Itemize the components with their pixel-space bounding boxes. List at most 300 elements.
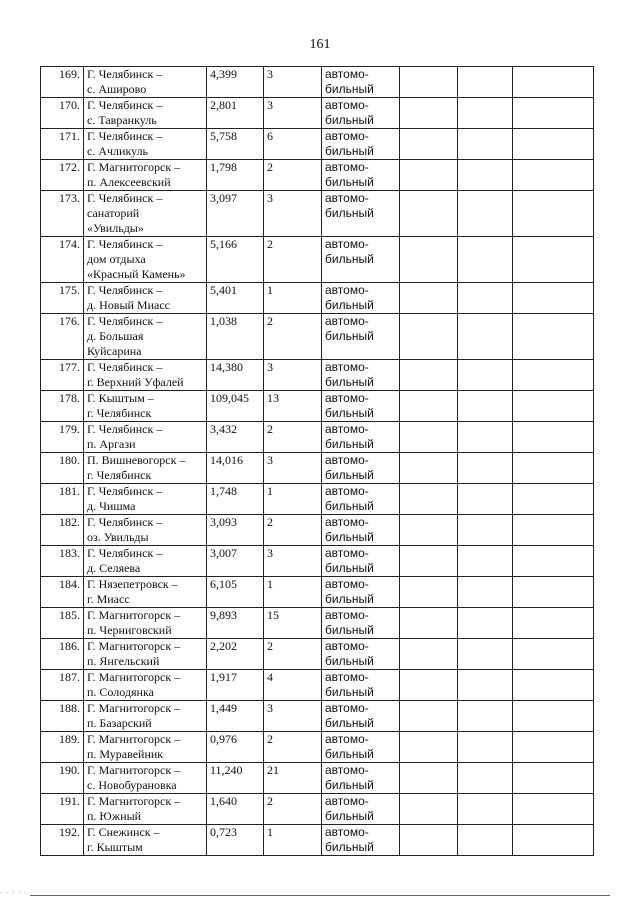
- empty-cell: [513, 608, 594, 639]
- route-line: д. Большая: [87, 329, 144, 343]
- route-cell: [84, 314, 207, 360]
- transport-type-line: автомо-: [325, 794, 369, 808]
- transport-type-line: бильный: [325, 206, 374, 220]
- transport-type-line: автомо-: [325, 283, 369, 297]
- count-cell: 2: [264, 422, 322, 453]
- route-line: Г. Магнитогорск –: [87, 160, 181, 174]
- length-cell: 0,723: [207, 825, 264, 856]
- transport-type-cell: [322, 391, 400, 422]
- footer-mark: · · · · ·: [0, 889, 28, 897]
- empty-cell: [400, 701, 458, 732]
- empty-cell: [400, 794, 458, 825]
- row-number-cell: 190.: [41, 763, 84, 794]
- route-line: Г. Магнитогорск –: [87, 794, 181, 808]
- empty-cell: [400, 732, 458, 763]
- route-line: санаторий: [87, 206, 140, 220]
- length-cell: 1,748: [207, 484, 264, 515]
- empty-cell: [458, 67, 513, 98]
- table-row: [41, 237, 594, 283]
- empty-cell: [513, 670, 594, 701]
- transport-type-line: автомо-: [325, 484, 369, 498]
- empty-cell: [513, 577, 594, 608]
- route-cell: [84, 160, 207, 191]
- table-row: [41, 314, 594, 360]
- empty-cell: [513, 453, 594, 484]
- row-number-cell: 191.: [41, 794, 84, 825]
- route-line: г. Челябинск: [87, 468, 152, 482]
- empty-cell: [458, 160, 513, 191]
- route-line: г. Кыштым: [87, 840, 143, 854]
- routes-table: [40, 66, 594, 856]
- empty-cell: [513, 422, 594, 453]
- empty-cell: [400, 484, 458, 515]
- transport-type-line: бильный: [325, 654, 374, 668]
- route-line: с. Новобурановка: [87, 778, 177, 792]
- length-cell: 3,432: [207, 422, 264, 453]
- transport-type-cell: [322, 98, 400, 129]
- transport-type-cell: [322, 670, 400, 701]
- route-line: Г. Магнитогорск –: [87, 732, 181, 746]
- route-line: с. Ачликуль: [87, 144, 149, 158]
- route-line: оз. Увильды: [87, 530, 149, 544]
- transport-type-line: автомо-: [325, 360, 369, 374]
- empty-cell: [400, 283, 458, 314]
- route-line: г. Челябинск: [87, 406, 152, 420]
- transport-type-cell: [322, 763, 400, 794]
- route-cell: [84, 515, 207, 546]
- transport-type-cell: [322, 314, 400, 360]
- transport-type-line: бильный: [325, 840, 374, 854]
- transport-type-cell: [322, 515, 400, 546]
- empty-cell: [400, 515, 458, 546]
- empty-cell: [513, 160, 594, 191]
- table-row: [41, 732, 594, 763]
- empty-cell: [513, 237, 594, 283]
- row-number-cell: 171.: [41, 129, 84, 160]
- count-cell: 3: [264, 701, 322, 732]
- empty-cell: [458, 453, 513, 484]
- table-row: [41, 794, 594, 825]
- empty-cell: [458, 670, 513, 701]
- empty-cell: [400, 391, 458, 422]
- empty-cell: [400, 670, 458, 701]
- route-line: Г. Челябинск –: [87, 546, 163, 560]
- table-row: [41, 639, 594, 670]
- transport-type-cell: [322, 191, 400, 237]
- route-cell: [84, 825, 207, 856]
- row-number-cell: 172.: [41, 160, 84, 191]
- transport-type-cell: [322, 237, 400, 283]
- count-cell: 2: [264, 237, 322, 283]
- empty-cell: [400, 453, 458, 484]
- empty-cell: [513, 391, 594, 422]
- route-line: Г. Челябинск –: [87, 191, 163, 205]
- empty-cell: [513, 794, 594, 825]
- transport-type-line: бильный: [325, 592, 374, 606]
- route-line: п. Солодянка: [87, 685, 154, 699]
- transport-type-cell: [322, 546, 400, 577]
- count-cell: 2: [264, 794, 322, 825]
- transport-type-line: бильный: [325, 747, 374, 761]
- empty-cell: [458, 794, 513, 825]
- count-cell: 3: [264, 546, 322, 577]
- count-cell: 1: [264, 577, 322, 608]
- table-row: [41, 577, 594, 608]
- empty-cell: [458, 546, 513, 577]
- transport-type-line: автомо-: [325, 515, 369, 529]
- routes-table-body: [41, 67, 594, 856]
- row-number-cell: 175.: [41, 283, 84, 314]
- route-line: Г. Кыштым –: [87, 391, 154, 405]
- route-line: Г. Челябинск –: [87, 314, 163, 328]
- route-cell: [84, 360, 207, 391]
- row-number-cell: 179.: [41, 422, 84, 453]
- empty-cell: [400, 160, 458, 191]
- route-line: с. Тавранкуль: [87, 113, 157, 127]
- row-number-cell: 180.: [41, 453, 84, 484]
- empty-cell: [458, 763, 513, 794]
- transport-type-line: автомо-: [325, 577, 369, 591]
- empty-cell: [400, 98, 458, 129]
- transport-type-cell: [322, 160, 400, 191]
- transport-type-cell: [322, 67, 400, 98]
- empty-cell: [458, 422, 513, 453]
- empty-cell: [400, 129, 458, 160]
- table-row: [41, 67, 594, 98]
- route-cell: [84, 283, 207, 314]
- transport-type-cell: [322, 360, 400, 391]
- empty-cell: [513, 484, 594, 515]
- transport-type-line: автомо-: [325, 129, 369, 143]
- count-cell: 3: [264, 453, 322, 484]
- transport-type-line: бильный: [325, 113, 374, 127]
- transport-type-line: бильный: [325, 561, 374, 575]
- transport-type-cell: [322, 608, 400, 639]
- route-cell: [84, 422, 207, 453]
- count-cell: 15: [264, 608, 322, 639]
- transport-type-line: автомо-: [325, 825, 369, 839]
- route-line: Г. Челябинск –: [87, 98, 163, 112]
- route-cell: [84, 577, 207, 608]
- length-cell: 5,166: [207, 237, 264, 283]
- route-line: п. Базарский: [87, 716, 152, 730]
- transport-type-line: автомо-: [325, 391, 369, 405]
- length-cell: 109,045: [207, 391, 264, 422]
- length-cell: 6,105: [207, 577, 264, 608]
- row-number-cell: 189.: [41, 732, 84, 763]
- page-number: 161: [309, 37, 331, 52]
- length-cell: 1,798: [207, 160, 264, 191]
- length-cell: 1,038: [207, 314, 264, 360]
- transport-type-line: автомо-: [325, 237, 369, 251]
- row-number-cell: 186.: [41, 639, 84, 670]
- length-cell: 2,202: [207, 639, 264, 670]
- table-row: [41, 701, 594, 732]
- length-cell: 14,016: [207, 453, 264, 484]
- empty-cell: [458, 314, 513, 360]
- transport-type-line: бильный: [325, 329, 374, 343]
- route-line: Г. Челябинск –: [87, 515, 163, 529]
- transport-type-line: автомо-: [325, 160, 369, 174]
- length-cell: 5,758: [207, 129, 264, 160]
- empty-cell: [513, 67, 594, 98]
- transport-type-line: бильный: [325, 685, 374, 699]
- count-cell: 1: [264, 283, 322, 314]
- route-cell: [84, 732, 207, 763]
- transport-type-line: бильный: [325, 468, 374, 482]
- count-cell: 6: [264, 129, 322, 160]
- route-line: д. Селяева: [87, 561, 141, 575]
- route-cell: [84, 608, 207, 639]
- route-line: «Красный Камень»: [87, 267, 186, 281]
- table-row: [41, 129, 594, 160]
- transport-type-line: автомо-: [325, 422, 369, 436]
- length-cell: 1,917: [207, 670, 264, 701]
- empty-cell: [458, 129, 513, 160]
- empty-cell: [458, 191, 513, 237]
- empty-cell: [458, 237, 513, 283]
- empty-cell: [458, 283, 513, 314]
- empty-cell: [513, 360, 594, 391]
- table-row: [41, 422, 594, 453]
- table-row: [41, 608, 594, 639]
- row-number-cell: 174.: [41, 237, 84, 283]
- row-number-cell: 169.: [41, 67, 84, 98]
- transport-type-line: автомо-: [325, 763, 369, 777]
- empty-cell: [458, 98, 513, 129]
- route-line: д. Чишма: [87, 499, 136, 513]
- table-row: [41, 160, 594, 191]
- footer-rule: [30, 895, 610, 896]
- length-cell: 11,240: [207, 763, 264, 794]
- count-cell: 3: [264, 191, 322, 237]
- row-number-cell: 187.: [41, 670, 84, 701]
- route-line: п. Алексеевский: [87, 175, 171, 189]
- route-cell: [84, 484, 207, 515]
- transport-type-cell: [322, 577, 400, 608]
- length-cell: 5,401: [207, 283, 264, 314]
- route-cell: [84, 670, 207, 701]
- row-number-cell: 188.: [41, 701, 84, 732]
- empty-cell: [400, 639, 458, 670]
- route-line: п. Муравейник: [87, 747, 164, 761]
- transport-type-line: бильный: [325, 82, 374, 96]
- length-cell: 14,380: [207, 360, 264, 391]
- route-line: Г. Магнитогорск –: [87, 608, 181, 622]
- transport-type-cell: [322, 484, 400, 515]
- transport-type-line: бильный: [325, 809, 374, 823]
- transport-type-line: автомо-: [325, 98, 369, 112]
- empty-cell: [513, 639, 594, 670]
- transport-type-line: автомо-: [325, 191, 369, 205]
- route-line: Г. Челябинск –: [87, 484, 163, 498]
- empty-cell: [400, 191, 458, 237]
- count-cell: 2: [264, 732, 322, 763]
- empty-cell: [400, 763, 458, 794]
- table-row: [41, 546, 594, 577]
- transport-type-line: бильный: [325, 716, 374, 730]
- route-cell: [84, 67, 207, 98]
- transport-type-line: бильный: [325, 530, 374, 544]
- transport-type-cell: [322, 825, 400, 856]
- length-cell: 9,893: [207, 608, 264, 639]
- empty-cell: [513, 546, 594, 577]
- transport-type-cell: [322, 283, 400, 314]
- empty-cell: [513, 283, 594, 314]
- empty-cell: [400, 608, 458, 639]
- empty-cell: [513, 825, 594, 856]
- length-cell: 0,976: [207, 732, 264, 763]
- length-cell: 4,399: [207, 67, 264, 98]
- route-cell: [84, 98, 207, 129]
- count-cell: 1: [264, 484, 322, 515]
- transport-type-line: бильный: [325, 778, 374, 792]
- route-line: п. Южный: [87, 809, 142, 823]
- count-cell: 13: [264, 391, 322, 422]
- route-line: Г. Магнитогорск –: [87, 670, 181, 684]
- route-line: Г. Челябинск –: [87, 283, 163, 297]
- empty-cell: [458, 577, 513, 608]
- transport-type-line: автомо-: [325, 608, 369, 622]
- count-cell: 3: [264, 67, 322, 98]
- route-cell: [84, 129, 207, 160]
- route-cell: [84, 453, 207, 484]
- transport-type-cell: [322, 453, 400, 484]
- table-row: [41, 670, 594, 701]
- count-cell: 2: [264, 160, 322, 191]
- route-line: г. Верхний Уфалей: [87, 375, 184, 389]
- empty-cell: [458, 360, 513, 391]
- route-line: г. Миасс: [87, 592, 130, 606]
- length-cell: 2,801: [207, 98, 264, 129]
- table-row: [41, 484, 594, 515]
- route-line: Г. Челябинск –: [87, 237, 163, 251]
- route-cell: [84, 701, 207, 732]
- empty-cell: [513, 191, 594, 237]
- route-line: Г. Снежинск –: [87, 825, 160, 839]
- transport-type-line: автомо-: [325, 639, 369, 653]
- empty-cell: [513, 732, 594, 763]
- route-line: П. Вишневогорск –: [87, 453, 186, 467]
- count-cell: 2: [264, 515, 322, 546]
- count-cell: 3: [264, 360, 322, 391]
- transport-type-line: автомо-: [325, 701, 369, 715]
- length-cell: 3,097: [207, 191, 264, 237]
- count-cell: 4: [264, 670, 322, 701]
- empty-cell: [400, 577, 458, 608]
- length-cell: 1,449: [207, 701, 264, 732]
- transport-type-cell: [322, 732, 400, 763]
- transport-type-line: бильный: [325, 499, 374, 513]
- empty-cell: [513, 515, 594, 546]
- count-cell: 3: [264, 98, 322, 129]
- empty-cell: [513, 98, 594, 129]
- transport-type-line: автомо-: [325, 67, 369, 81]
- row-number-cell: 181.: [41, 484, 84, 515]
- empty-cell: [458, 484, 513, 515]
- route-cell: [84, 546, 207, 577]
- route-line: Г. Челябинск –: [87, 129, 163, 143]
- route-line: д. Новый Миасс: [87, 298, 170, 312]
- route-line: «Увильды»: [87, 221, 144, 235]
- route-line: Г. Магнитогорск –: [87, 701, 181, 715]
- route-line: п. Черниговский: [87, 623, 172, 637]
- count-cell: 1: [264, 825, 322, 856]
- count-cell: 2: [264, 639, 322, 670]
- transport-type-line: бильный: [325, 375, 374, 389]
- row-number-cell: 170.: [41, 98, 84, 129]
- table-row: [41, 391, 594, 422]
- route-line: Г. Челябинск –: [87, 67, 163, 81]
- table-row: [41, 98, 594, 129]
- length-cell: 1,640: [207, 794, 264, 825]
- transport-type-line: бильный: [325, 298, 374, 312]
- transport-type-cell: [322, 129, 400, 160]
- table-row: [41, 515, 594, 546]
- transport-type-line: автомо-: [325, 732, 369, 746]
- transport-type-line: автомо-: [325, 546, 369, 560]
- route-line: Г. Нязепетровск –: [87, 577, 178, 591]
- route-line: п. Янгельский: [87, 654, 160, 668]
- empty-cell: [400, 422, 458, 453]
- length-cell: 3,093: [207, 515, 264, 546]
- route-cell: [84, 391, 207, 422]
- empty-cell: [400, 237, 458, 283]
- transport-type-line: бильный: [325, 623, 374, 637]
- row-number-cell: 183.: [41, 546, 84, 577]
- route-line: дом отдыха: [87, 252, 146, 266]
- empty-cell: [458, 391, 513, 422]
- transport-type-line: автомо-: [325, 453, 369, 467]
- route-cell: [84, 763, 207, 794]
- row-number-cell: 177.: [41, 360, 84, 391]
- transport-type-line: автомо-: [325, 314, 369, 328]
- count-cell: 21: [264, 763, 322, 794]
- route-line: с. Аширово: [87, 82, 147, 96]
- route-line: Куйсарина: [87, 344, 142, 358]
- empty-cell: [458, 515, 513, 546]
- route-cell: [84, 794, 207, 825]
- empty-cell: [400, 360, 458, 391]
- table-row: [41, 191, 594, 237]
- empty-cell: [458, 825, 513, 856]
- empty-cell: [400, 314, 458, 360]
- table-row: [41, 763, 594, 794]
- count-cell: 2: [264, 314, 322, 360]
- row-number-cell: 176.: [41, 314, 84, 360]
- route-line: Г. Челябинск –: [87, 422, 163, 436]
- empty-cell: [458, 732, 513, 763]
- route-line: Г. Магнитогорск –: [87, 639, 181, 653]
- row-number-cell: 182.: [41, 515, 84, 546]
- row-number-cell: 192.: [41, 825, 84, 856]
- transport-type-line: бильный: [325, 144, 374, 158]
- transport-type-line: бильный: [325, 175, 374, 189]
- route-cell: [84, 639, 207, 670]
- empty-cell: [458, 701, 513, 732]
- row-number-cell: 185.: [41, 608, 84, 639]
- transport-type-line: бильный: [325, 252, 374, 266]
- row-number-cell: 173.: [41, 191, 84, 237]
- transport-type-cell: [322, 422, 400, 453]
- row-number-cell: 178.: [41, 391, 84, 422]
- empty-cell: [513, 314, 594, 360]
- empty-cell: [458, 639, 513, 670]
- table-row: [41, 360, 594, 391]
- empty-cell: [400, 825, 458, 856]
- route-cell: [84, 191, 207, 237]
- table-row: [41, 283, 594, 314]
